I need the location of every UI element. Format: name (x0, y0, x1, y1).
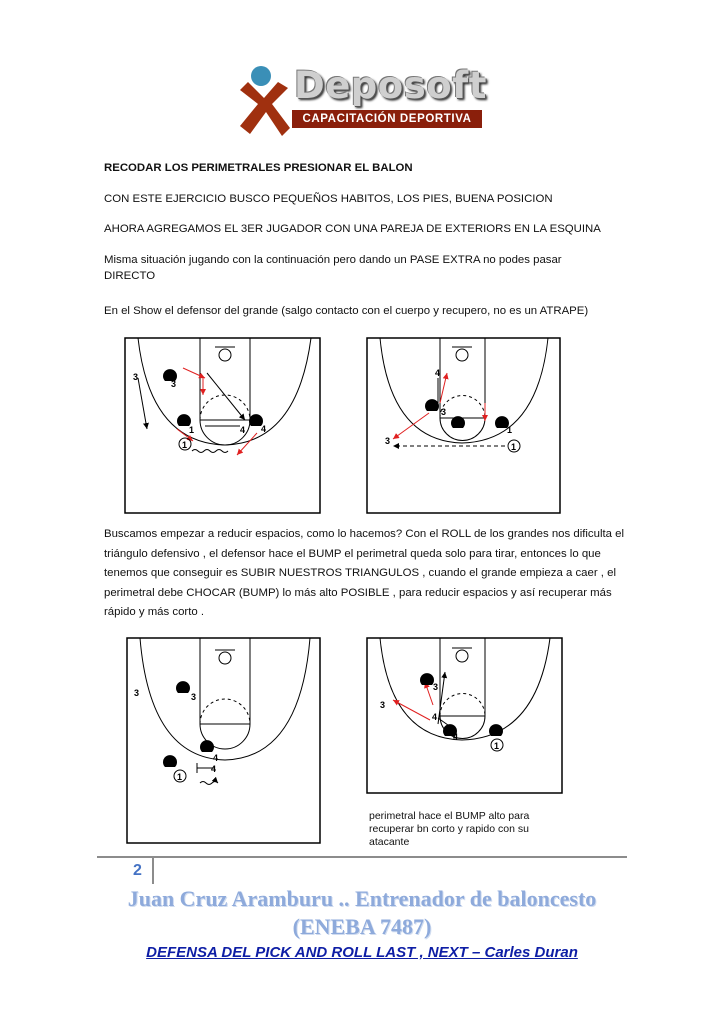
footer-divider (152, 858, 154, 884)
player-label: 4 (240, 425, 246, 435)
player-label: 3 (191, 692, 197, 702)
player-label: 1 (511, 442, 517, 452)
court-diagram-3 (105, 630, 345, 850)
player-label: 3 (171, 379, 177, 389)
player-label: 3 (380, 700, 386, 710)
footer-rule (97, 856, 627, 858)
diagram-caption: perimetral hace el BUMP alto para recuperar bn corto y rapido con su atacante (369, 810, 530, 848)
page-number: 2 (133, 862, 142, 879)
player-label: 4 (261, 424, 267, 434)
player-label: 3 (433, 682, 439, 692)
player-label: 4 (453, 732, 459, 742)
heading: RECODAR LOS PERIMETRALES PRESIONAR EL BALON (104, 162, 413, 174)
court-diagram-1 (105, 333, 345, 518)
paragraph-5: Buscamos empezar a reducir espacios, como lo hacemos? Con el ROLL de los grandes nos dificulta el triángulo defensivo , el defensor hace el BUMP el perimetral queda solo para tirar, entonces lo que tenemos que conseguir es SUBIR NUESTROS TRIANGULOS , cuando el grande empieza a caer , el perimetral debe CHOCAR (BUMP) lo más alto POSIBLE , para reducir espacios y así recuperar más rápido y más corto . (104, 528, 625, 618)
deposoft-mark-icon (236, 64, 292, 140)
court-diagram-2 (345, 333, 585, 518)
player-label: 4 (211, 764, 217, 774)
player-label: 3 (134, 688, 140, 698)
logo-tagline: CAPACITACIÓN DEPORTIVA (292, 110, 482, 128)
player-label: 1 (494, 741, 500, 751)
author-line-2: (ENEBA 7487) (292, 914, 432, 939)
court-diagram-4 (345, 630, 585, 855)
deposoft-logo (236, 62, 486, 140)
player-label: 3 (385, 436, 391, 446)
player-label: 3 (441, 407, 447, 417)
player-label: 1 (189, 425, 195, 435)
player-label: 1 (507, 425, 513, 435)
player-label: 4 (213, 753, 219, 763)
paragraph-3: Misma situación jugando con la continuación pero dando un PASE EXTRA no podes pasar DIRECTO (104, 254, 562, 282)
player-label: 1 (182, 440, 188, 450)
paragraph-2: AHORA AGREGAMOS EL 3ER JUGADOR CON UNA PAREJA DE EXTERIORS EN LA ESQUINA (104, 223, 601, 235)
player-label: 4 (432, 712, 438, 722)
player-label: 3 (133, 372, 139, 382)
paragraph-1: CON ESTE EJERCICIO BUSCO PEQUEÑOS HABITOS, LOS PIES, BUENA POSICION (104, 193, 553, 205)
author-line-1: Juan Cruz Aramburu .. Entrenador de baloncesto (127, 886, 597, 911)
player-label: 1 (177, 772, 183, 782)
author-block (80, 885, 644, 941)
logo-brand: Deposoft (294, 64, 487, 107)
paragraph-4: En el Show el defensor del grande (salgo contacto con el cuerpo y recupero, no es un ATRAPE) (104, 305, 589, 317)
player-label: 4 (435, 368, 441, 378)
document-title-link[interactable]: DEFENSA DEL PICK AND ROLL LAST , NEXT – Carles Duran (146, 944, 578, 961)
